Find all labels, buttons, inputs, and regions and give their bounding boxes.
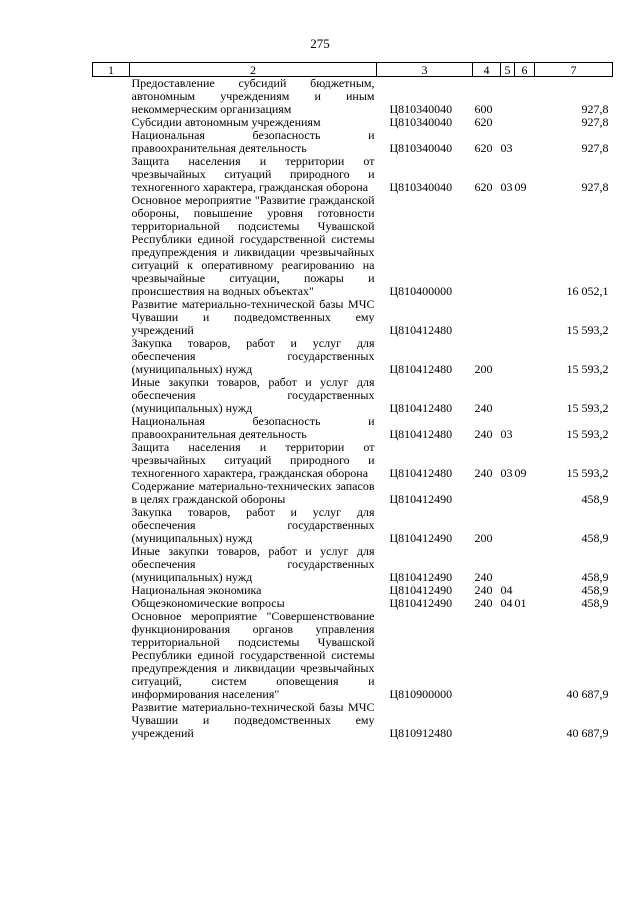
row-target-code: Ц810412490 bbox=[389, 570, 453, 584]
row-target-code: Ц810340040 bbox=[389, 115, 453, 129]
row-blank-cell bbox=[93, 610, 130, 701]
row-expense-type: 240 bbox=[474, 401, 493, 415]
row-name: Развитие материально-технической базы МЧС Чувашии и подведомственных ему учреждений bbox=[131, 297, 375, 337]
row-target-code: Ц810340040 bbox=[389, 180, 453, 194]
row-amount: 927,8 bbox=[581, 141, 609, 155]
table-row bbox=[93, 337, 613, 376]
column-number-2: 2 bbox=[130, 63, 377, 77]
row-name: Национальная безопасность и правоохранительная деятельность bbox=[131, 414, 375, 441]
row-section bbox=[501, 77, 515, 117]
table-row bbox=[93, 545, 613, 584]
row-section bbox=[501, 116, 515, 129]
row-section bbox=[501, 194, 515, 298]
row-amount: 15 593,2 bbox=[566, 323, 609, 337]
row-expense-type: 620 bbox=[474, 180, 493, 194]
row-name: Основное мероприятие "Совершенствование функционирования органов управления территориальной подсистемы Чувашской Республики единой государственной системы предупреждения и ликвидации чрезвычайных ситуаций, систем оповещения и информирования населения" bbox=[131, 609, 375, 701]
column-number-6: 6 bbox=[515, 63, 535, 77]
row-target-code: Ц810412480 bbox=[389, 323, 453, 337]
row-expense-type bbox=[473, 480, 501, 506]
row-subsection bbox=[515, 194, 535, 298]
row-target-code: Ц810340040 bbox=[389, 102, 453, 116]
row-section: 04 bbox=[500, 596, 513, 610]
row-name: Основное мероприятие "Развитие гражданской обороны, повышение уровня готовности территориальной подсистемы Чувашской Республики единой государственной системы предупреждения и ликвидации чрезвычайных ситуаций к оперативному реагированию на чрезвычайные ситуации, пожары и происшествия на водных объектах" bbox=[131, 193, 375, 298]
row-target-code: Ц810412480 bbox=[389, 362, 453, 376]
row-section bbox=[501, 701, 515, 740]
table-row bbox=[93, 610, 613, 701]
row-target-code: Ц810340040 bbox=[389, 141, 453, 155]
row-expense-type: 240 bbox=[474, 427, 493, 441]
column-number-3: 3 bbox=[377, 63, 473, 77]
row-subsection bbox=[515, 415, 535, 441]
row-expense-type: 620 bbox=[474, 115, 493, 129]
row-name: Предоставление субсидий бюджетным, автономным учреждениям и иным некоммерческим организациям bbox=[131, 76, 375, 116]
row-target-code: Ц810412480 bbox=[389, 466, 453, 480]
row-name: Защита населения и территории от чрезвычайных ситуаций природного и техногенного характера, гражданская оборона bbox=[131, 440, 375, 480]
row-subsection: 09 bbox=[514, 180, 527, 194]
row-amount: 458,9 bbox=[581, 596, 609, 610]
row-expense-type: 200 bbox=[474, 531, 493, 545]
row-section bbox=[501, 506, 515, 545]
row-subsection bbox=[515, 129, 535, 155]
header-row bbox=[93, 63, 613, 77]
row-blank-cell bbox=[93, 298, 130, 337]
row-expense-type: 240 bbox=[474, 570, 493, 584]
column-number-4: 4 bbox=[473, 63, 501, 77]
page-number: 275 bbox=[310, 36, 330, 51]
row-subsection bbox=[515, 77, 535, 117]
row-amount: 458,9 bbox=[581, 583, 609, 597]
row-target-code: Ц810912480 bbox=[389, 726, 453, 740]
row-section bbox=[501, 376, 515, 415]
row-name: Субсидии автономным учреждениям bbox=[131, 115, 321, 129]
row-blank-cell bbox=[93, 155, 130, 194]
row-expense-type bbox=[473, 701, 501, 740]
row-name: Иные закупки товаров, работ и услуг для обеспечения государственных (муниципальных) нужд bbox=[131, 375, 375, 415]
row-section bbox=[501, 545, 515, 584]
table-row bbox=[93, 77, 613, 117]
row-target-code: Ц810412490 bbox=[389, 492, 453, 506]
table-row bbox=[93, 441, 613, 480]
row-amount: 927,8 bbox=[581, 102, 609, 116]
row-blank-cell bbox=[93, 597, 130, 610]
budget-table bbox=[92, 62, 613, 740]
row-name: Защита населения и территории от чрезвычайных ситуаций природного и техногенного характера, гражданская оборона bbox=[131, 154, 375, 194]
table-row bbox=[93, 701, 613, 740]
table-row bbox=[93, 415, 613, 441]
row-subsection bbox=[515, 298, 535, 337]
row-target-code: Ц810412490 bbox=[389, 531, 453, 545]
row-blank-cell bbox=[93, 480, 130, 506]
row-name: Иные закупки товаров, работ и услуг для обеспечения государственных (муниципальных) нужд bbox=[131, 544, 375, 584]
row-blank-cell bbox=[93, 415, 130, 441]
row-blank-cell bbox=[93, 701, 130, 740]
row-blank-cell bbox=[93, 584, 130, 597]
row-amount: 458,9 bbox=[581, 531, 609, 545]
row-expense-type: 240 bbox=[474, 583, 493, 597]
row-section: 03 bbox=[500, 180, 513, 194]
row-amount: 15 593,2 bbox=[566, 401, 609, 415]
row-amount: 927,8 bbox=[581, 180, 609, 194]
row-expense-type bbox=[473, 298, 501, 337]
row-target-code: Ц810412480 bbox=[389, 401, 453, 415]
row-amount: 15 593,2 bbox=[566, 427, 609, 441]
row-expense-type: 240 bbox=[474, 596, 493, 610]
row-amount: 40 687,9 bbox=[566, 687, 609, 701]
row-blank-cell bbox=[93, 376, 130, 415]
row-amount: 40 687,9 bbox=[566, 726, 609, 740]
row-blank-cell bbox=[93, 129, 130, 155]
row-blank-cell bbox=[93, 337, 130, 376]
row-target-code: Ц810900000 bbox=[389, 687, 453, 701]
row-amount: 15 593,2 bbox=[566, 362, 609, 376]
row-target-code: Ц810412480 bbox=[389, 427, 453, 441]
row-section: 04 bbox=[500, 583, 513, 597]
row-amount: 927,8 bbox=[581, 115, 609, 129]
row-name: Национальная безопасность и правоохранительная деятельность bbox=[131, 128, 375, 155]
row-expense-type bbox=[473, 610, 501, 701]
row-subsection: 01 bbox=[514, 596, 527, 610]
row-subsection bbox=[515, 545, 535, 584]
row-subsection bbox=[515, 480, 535, 506]
row-blank-cell bbox=[93, 506, 130, 545]
row-section bbox=[501, 337, 515, 376]
row-expense-type: 600 bbox=[474, 102, 493, 116]
column-number-5: 5 bbox=[501, 63, 515, 77]
row-blank-cell bbox=[93, 194, 130, 298]
row-subsection bbox=[515, 337, 535, 376]
column-number-1: 1 bbox=[93, 63, 130, 77]
row-subsection bbox=[515, 701, 535, 740]
row-name: Закупка товаров, работ и услуг для обеспечения государственных (муниципальных) нужд bbox=[131, 336, 375, 376]
row-amount: 15 593,2 bbox=[566, 466, 609, 480]
row-section bbox=[501, 610, 515, 701]
row-expense-type: 200 bbox=[474, 362, 493, 376]
row-expense-type: 240 bbox=[474, 466, 493, 480]
table-row bbox=[93, 194, 613, 298]
row-blank-cell bbox=[93, 116, 130, 129]
row-expense-type bbox=[473, 194, 501, 298]
row-name: Содержание материально-технических запасов в целях гражданской обороны bbox=[131, 479, 375, 506]
row-section: 03 bbox=[500, 427, 513, 441]
row-name: Развитие материально-технической базы МЧС Чувашии и подведомственных ему учреждений bbox=[131, 700, 375, 740]
table-row bbox=[93, 376, 613, 415]
row-blank-cell bbox=[93, 441, 130, 480]
table-row bbox=[93, 155, 613, 194]
row-amount: 16 052,1 bbox=[566, 284, 609, 298]
row-subsection: 09 bbox=[514, 466, 527, 480]
row-name: Национальная экономика bbox=[131, 583, 262, 597]
row-subsection bbox=[515, 506, 535, 545]
row-amount: 458,9 bbox=[581, 570, 609, 584]
table-row bbox=[93, 298, 613, 337]
row-target-code: Ц810400000 bbox=[389, 284, 453, 298]
row-subsection bbox=[515, 610, 535, 701]
row-section: 03 bbox=[500, 141, 513, 155]
row-amount: 458,9 bbox=[581, 492, 609, 506]
row-section: 03 bbox=[500, 466, 513, 480]
row-subsection bbox=[515, 116, 535, 129]
table-row bbox=[93, 506, 613, 545]
row-name: Закупка товаров, работ и услуг для обеспечения государственных (муниципальных) нужд bbox=[131, 505, 375, 545]
row-expense-type: 620 bbox=[474, 141, 493, 155]
table-body bbox=[93, 77, 613, 741]
row-target-code: Ц810412490 bbox=[389, 583, 453, 597]
row-section bbox=[501, 480, 515, 506]
row-blank-cell bbox=[93, 545, 130, 584]
row-name: Общеэкономические вопросы bbox=[131, 596, 285, 610]
row-subsection bbox=[515, 376, 535, 415]
row-blank-cell bbox=[93, 77, 130, 117]
table-row bbox=[93, 129, 613, 155]
column-number-7: 7 bbox=[535, 63, 613, 77]
table-header bbox=[93, 63, 613, 77]
table-row bbox=[93, 480, 613, 506]
row-section bbox=[501, 298, 515, 337]
row-target-code: Ц810412490 bbox=[389, 596, 453, 610]
